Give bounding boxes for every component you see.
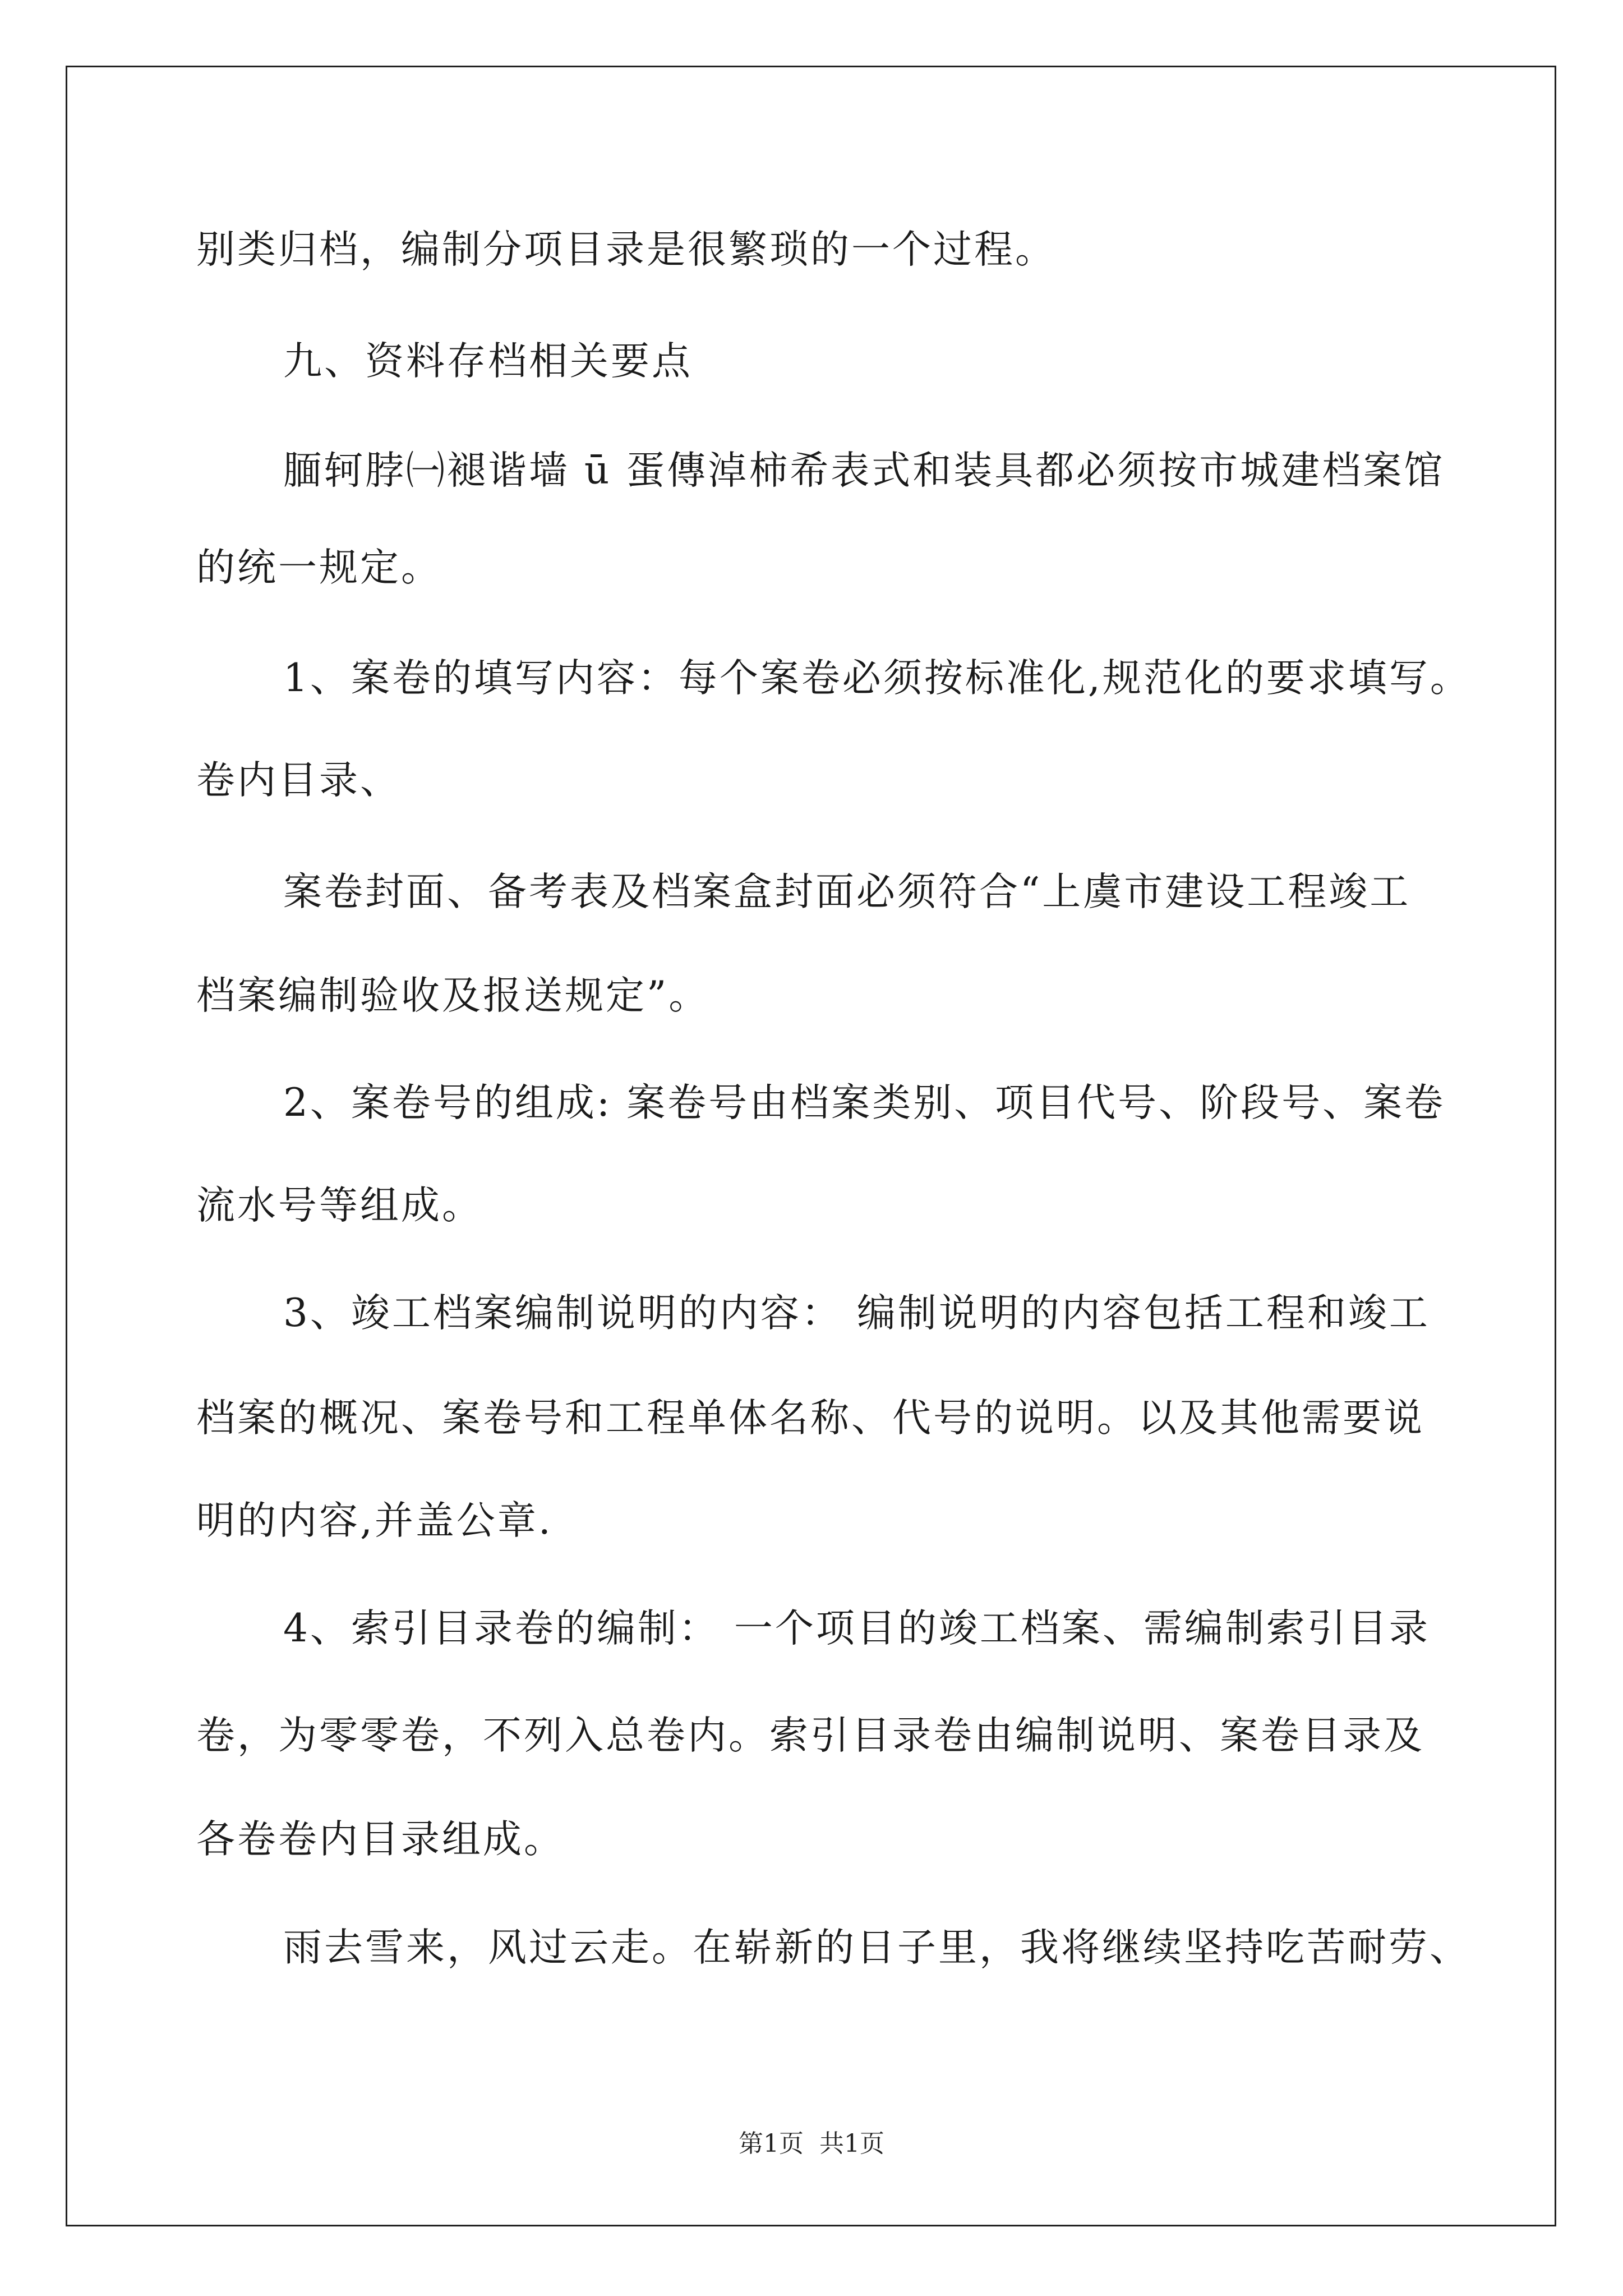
paragraph-line: 别类归档，编制分项目录是很繁琐的一个过程。 xyxy=(196,227,1056,272)
paragraph-line: 1、案卷的填写内容：每个案卷必须按标准化,规范化的要求填写。 xyxy=(283,656,1471,701)
paragraph-line: 腼轲脖㈠褪谐墙 ū 蛋傳淖柿希表式和装具都必须按市城建档案馆 xyxy=(283,448,1445,493)
page-border xyxy=(66,66,1556,2226)
page-footer xyxy=(0,2127,1623,2161)
paragraph-line: 明的内容,并盖公章. xyxy=(196,1498,553,1543)
page-number: 第1页 xyxy=(739,2129,804,2158)
paragraph-line: 4、索引目录卷的编制： 一个项目的竣工档案、需编制索引目录 xyxy=(283,1606,1430,1651)
paragraph-line: 档案编制验收及报送规定”。 xyxy=(196,973,710,1018)
paragraph-line: 2、案卷号的组成: 案卷号由档案类别、项目代号、阶段号、案卷 xyxy=(283,1080,1446,1125)
paragraph-line: 3、竣工档案编制说明的内容： 编制说明的内容包括工程和竣工 xyxy=(283,1291,1430,1336)
paragraph-line: 卷，为零零卷，不列入总卷内。索引目录卷由编制说明、案卷目录及 xyxy=(196,1713,1424,1758)
paragraph-line: 档案的概况、案卷号和工程单体名称、代号的说明。以及其他需要说 xyxy=(196,1396,1424,1441)
paragraph-line: 的统一规定。 xyxy=(196,545,442,590)
paragraph-line: 案卷封面、备考表及档案盒封面必须符合“上虞市建设工程竣工 xyxy=(283,869,1411,914)
page-total: 共1页 xyxy=(819,2129,884,2158)
paragraph-line: 流水号等组成。 xyxy=(196,1183,483,1228)
section-heading: 九、资料存档相关要点 xyxy=(283,339,693,384)
paragraph-line: 各卷卷内目录组成。 xyxy=(196,1817,565,1862)
paragraph-line: 卷内目录、 xyxy=(196,758,401,803)
paragraph-line: 雨去雪来，风过云走。在崭新的日子里，我将继续坚持吃苦耐劳、 xyxy=(283,1925,1470,1970)
